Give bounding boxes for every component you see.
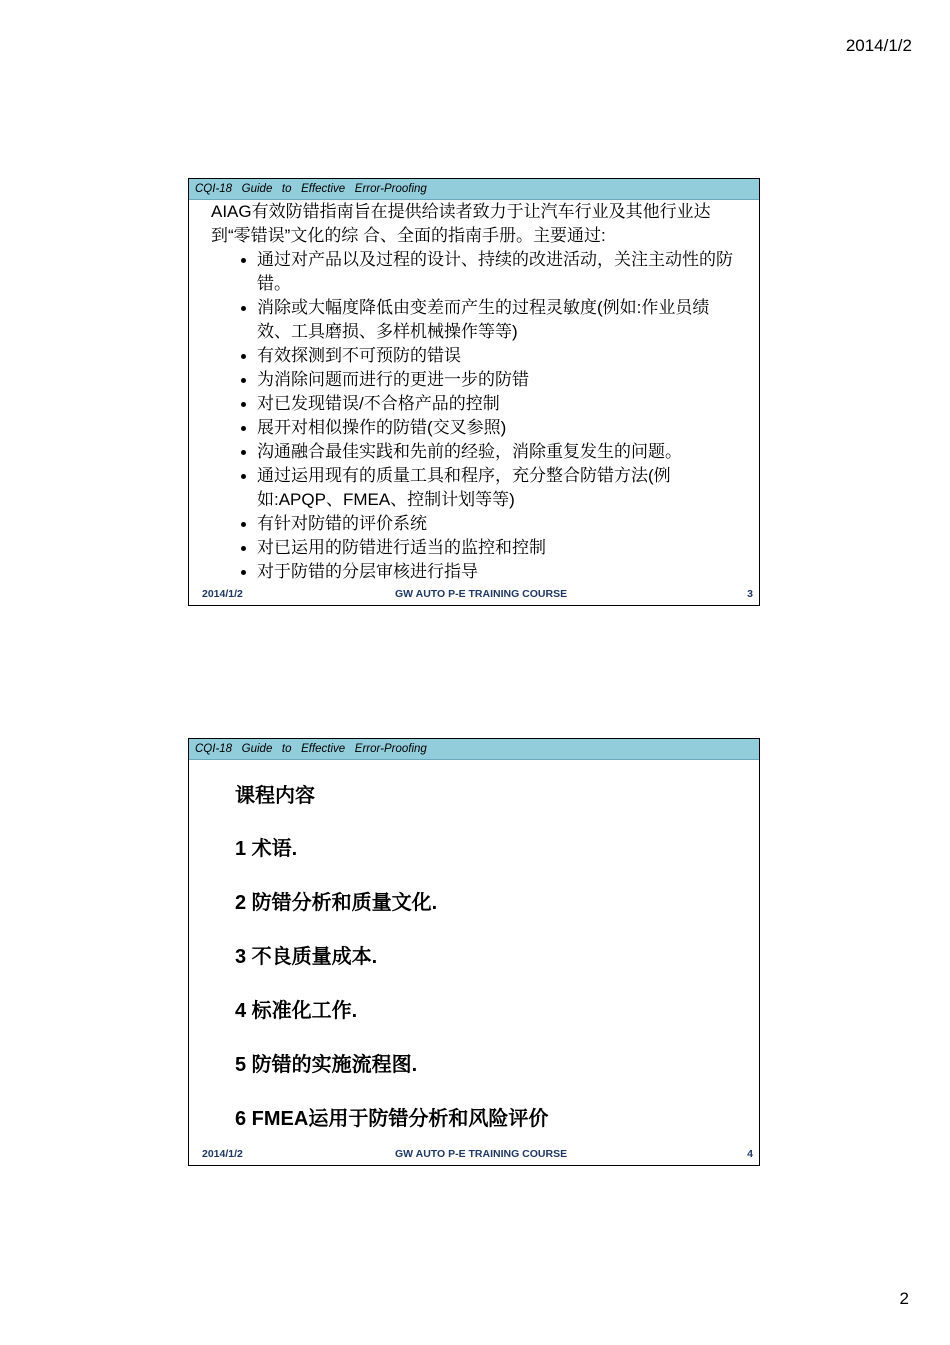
bullet-text: 对已运用的防错进行适当的监控和控制 <box>257 538 546 557</box>
page-number: 2 <box>899 1289 909 1308</box>
bullet-icon <box>241 546 246 551</box>
slide-body <box>211 200 739 584</box>
bullet-item <box>239 464 739 512</box>
bullet-text: 有针对防错的评价系统 <box>257 514 427 533</box>
bullet-text: 通过运用现有的质量工具和程序，充分整合防错方法(例如:APQP、FMEA、控制计划等等) <box>257 466 671 509</box>
bullet-item <box>239 392 739 416</box>
bullet-text: 通过对产品以及过程的设计、持续的改进活动，关注主动性的防错。 <box>257 250 733 293</box>
bullet-icon <box>241 570 246 575</box>
bullet-item <box>239 560 739 584</box>
bullet-icon <box>241 426 246 431</box>
bullet-icon <box>241 402 246 407</box>
bullet-text: 有效探测到不可预防的错误 <box>257 346 461 365</box>
bullet-item <box>239 440 739 464</box>
slide-footer <box>189 1148 759 1162</box>
course-item: 4 标准化工作. <box>235 1000 358 1022</box>
bullet-text: 为消除问题而进行的更进一步的防错 <box>257 370 529 389</box>
footer-date: 2014/1/2 <box>202 1148 243 1160</box>
bullet-text: 展开对相似操作的防错(交叉参照) <box>257 418 507 437</box>
bullet-text: 沟通融合最佳实践和先前的经验，消除重复发生的问题。 <box>257 442 682 461</box>
footer-date: 2014/1/2 <box>202 588 243 600</box>
page-date: 2014/1/2 <box>845 36 912 55</box>
bullet-item <box>239 536 739 560</box>
bullet-item <box>239 248 739 296</box>
course-item: 5 防错的实施流程图. <box>235 1054 418 1076</box>
course-contents-title: 课程内容 <box>235 785 315 807</box>
course-item: 6 FMEA运用于防错分析和风险评价 <box>235 1108 549 1130</box>
bullet-item <box>239 416 739 440</box>
slide-number: 4 <box>747 1148 753 1160</box>
slide-footer <box>189 588 759 602</box>
bullet-icon <box>241 354 246 359</box>
course-item: 2 防错分析和质量文化. <box>235 892 438 914</box>
bullet-item <box>239 296 739 344</box>
bullet-icon <box>241 258 246 263</box>
course-item: 3 不良质量成本. <box>235 946 378 968</box>
bullet-icon <box>241 306 246 311</box>
footer-course: GW AUTO P-E TRAINING COURSE <box>395 1148 568 1160</box>
slide-4 <box>188 738 760 1166</box>
bullet-text: 对已发现错误/不合格产品的控制 <box>257 394 500 413</box>
course-contents <box>235 781 548 1158</box>
bullet-icon <box>241 450 246 455</box>
bullet-item <box>239 368 739 392</box>
bullet-item <box>239 512 739 536</box>
slide-header: CQI-18 Guide to Effective Error-Proofing <box>189 179 759 200</box>
footer-course: GW AUTO P-E TRAINING COURSE <box>395 588 568 600</box>
slide-3 <box>188 178 760 606</box>
slide-number: 3 <box>747 588 753 600</box>
bullet-icon <box>241 522 246 527</box>
bullet-item <box>239 344 739 368</box>
bullet-text: 对于防错的分层审核进行指导 <box>257 562 478 581</box>
intro-paragraph: AIAG有效防错指南旨在提供给读者致力于让汽车行业及其他行业达到“零错误”文化的综 合、全面的指南手册。主要通过: <box>211 202 711 245</box>
bullet-text: 消除或大幅度降低由变差而产生的过程灵敏度(例如:作业员绩效、工具磨损、多样机械操作等等) <box>257 298 710 341</box>
slide-header: CQI-18 Guide to Effective Error-Proofing <box>189 739 759 760</box>
bullet-icon <box>241 474 246 479</box>
course-item: 1 术语. <box>235 838 298 860</box>
bullet-icon <box>241 378 246 383</box>
bullet-list <box>211 248 739 584</box>
